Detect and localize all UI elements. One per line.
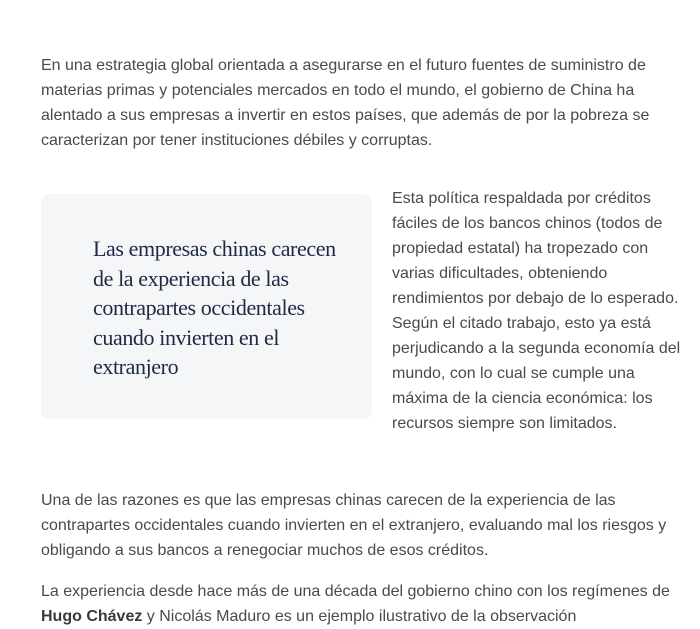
pull-quote-box xyxy=(41,194,372,419)
quote-section xyxy=(41,186,691,466)
paragraph-reasons: Una de las razones es que las empresas chinas carecen de la experiencia de las contrapartes occidentales cuando invierten en el extranjero, evaluando mal los riesgos y obligando a sus bancos a renegociar muchos de esos créditos. xyxy=(41,492,667,559)
paragraph-experience xyxy=(41,579,691,629)
pull-quote-text: Las empresas chinas carecen de la experiencia de las contrapartes occidentales cuando invierten en el extranjero xyxy=(93,236,336,379)
paragraph-policy: Esta política respaldada por créditos fáciles de los bancos chinos (todos de propiedad estatal) ha tropezado con varias dificultades, obteniendo rendimientos por debajo de lo esperado. Según el citado trabajo, esto ya está perjudicando a la segunda economía del mundo, con lo cual se cumple una máxima de la ciencia económica: los recursos siempre son limitados. xyxy=(392,190,681,432)
article-body xyxy=(41,53,691,629)
bold-name-hugo-chavez: Hugo Chávez xyxy=(41,608,143,625)
paragraph-intro: En una estrategia global orientada a asegurarse en el futuro fuentes de suministro de materias primas y potenciales mercados en todo el mundo, el gobierno de China ha alentado a sus empresas a invertir en estos países, que además de por la pobreza se caracterizan por tener instituciones débiles y corruptas. xyxy=(41,57,650,149)
paragraph-experience-text-2: y Nicolás Maduro es un ejemplo ilustrativo de la observación xyxy=(142,608,577,625)
paragraph-experience-text-1: La experiencia desde hace más de una década del gobierno chino con los regímenes de xyxy=(41,583,670,600)
